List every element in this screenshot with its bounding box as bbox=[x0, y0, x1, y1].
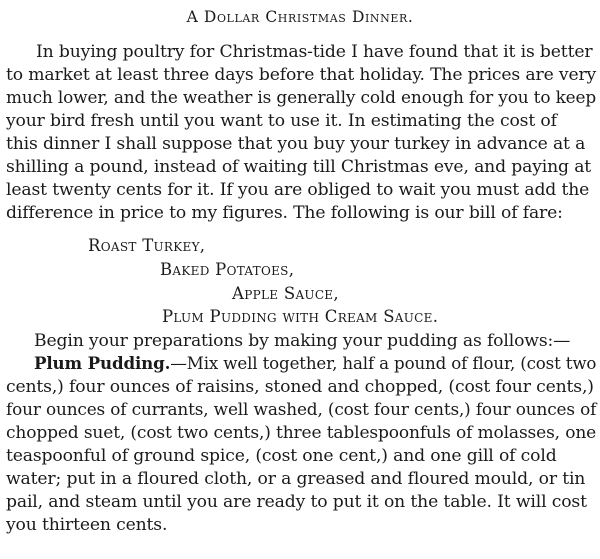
menu-item-roast-turkey: Roast Turkey, bbox=[88, 236, 206, 255]
recipe-line-4: chopped suet, (cost two cents,) three tablespoonfuls of molasses, one bbox=[6, 423, 597, 443]
recipe-line-5: teaspoonful of ground spice, (cost one cent,) and one gill of cold bbox=[6, 446, 557, 466]
recipe-line-8: you thirteen cents. bbox=[6, 515, 168, 535]
recipe-line-6: water; put in a floured cloth, or a greased and floured mould, or tin bbox=[6, 469, 586, 489]
recipe-line-2: cents,) four ounces of raisins, stoned and chopped, (cost four cents,) bbox=[6, 377, 594, 397]
intro-line-7: least twenty cents for it. If you are obliged to wait you must add the bbox=[6, 180, 590, 200]
intro-line-1: In buying poultry for Christmas-tide I have found that it is better bbox=[36, 42, 593, 62]
intro-line-5: this dinner I shall suppose that you buy your turkey in advance at a bbox=[6, 134, 586, 154]
transition-line: Begin your preparations by making your pudding as follows:— bbox=[34, 331, 571, 351]
recipe-first-line bbox=[34, 353, 596, 375]
recipe-heading: Plum Pudding. bbox=[34, 354, 171, 374]
recipe-line-7: pail, and steam until you are ready to put it on the table. It will cost bbox=[6, 492, 587, 512]
recipe-line-3: four ounces of currants, well washed, (cost four cents,) four ounces of bbox=[6, 400, 597, 420]
menu-item-plum-pudding: Plum Pudding with Cream Sauce. bbox=[162, 307, 439, 326]
recipe-first-line-text: —Mix well together, half a pound of flour, (cost two bbox=[170, 354, 597, 374]
article-title: A Dollar Christmas Dinner. bbox=[186, 8, 414, 26]
intro-line-3: much lower, and the weather is generally cold enough for you to keep bbox=[6, 88, 597, 108]
menu-item-baked-potatoes: Baked Potatoes, bbox=[160, 260, 295, 279]
menu-item-apple-sauce: Apple Sauce, bbox=[232, 284, 339, 303]
intro-line-4: your bird fresh until you want to use it. In estimating the cost of bbox=[6, 111, 557, 131]
intro-line-6: shilling a pound, instead of waiting till Christmas eve, and paying at bbox=[6, 157, 592, 177]
intro-line-8: difference in price to my figures. The following is our bill of fare: bbox=[6, 203, 563, 223]
intro-line-2: to market at least three days before that holiday. The prices are very bbox=[6, 65, 597, 85]
